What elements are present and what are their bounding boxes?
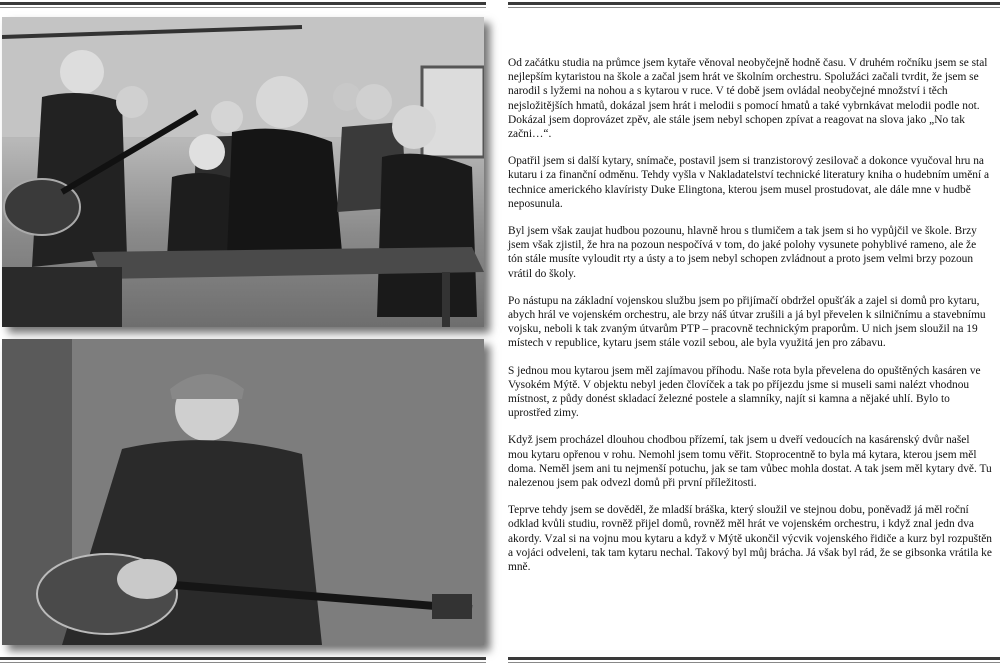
band-photo-illustration: [2, 17, 484, 327]
top-rule-right: [508, 2, 1000, 5]
article-paragraph: Byl jsem však zaujat hudbou pozounu, hlavně hrou s tlumičem a tak jsem si ho vypůjčil ve škole. Brzy jsem však zjistil, že hra na pozoun nespočívá v tom, do jaké polohy vysunete pohyblivé rameno, ale že tón stále musíte vyloudit rty a ústy a to jsem nebyl schopen zvládnout a proto jsem velmi brzy pozoun vrátil do školy.: [508, 225, 977, 280]
article-paragraph: S jednou mou kytarou jsem měl zajímavou příhodu. Naše rota byla převelena do opuštěných kasáren ve Vysokém Mýtě. V objektu nebyl jeden človíček a tak po příjezdu jsme si museli sami nalézt vhodnou místnost, z půdy donést skladací železné postele a slamníky, najít si kamna a nějaké uhlí. Bylo to uprostřed zimy.: [508, 364, 981, 420]
article-paragraph: Opatřil jsem si další kytary, snímače, postavil jsem si tranzistorový zesilovač a dokonce vyučoval hru na kutaru i za finanční odměnu. Tehdy vyšla v Nakladatelství technické literatury kniha o hudebním umění a technice amerického klavíristy Duke Elingtona, kterou jsem musel prostudovat, ale dále mne v hudbě neposunula.: [508, 155, 990, 210]
article-text: [508, 56, 992, 587]
top-rule-left: [0, 2, 486, 5]
article-paragraph: Když jsem procházel dlouhou chodbou přízemí, tak jsem u dveří vedoucích na kasárenský dvůr našel mou kytaru opřenou v rohu. Nemohl jsem tomu věřit. Stoprocentně to byla má kytara, kterou jsem měl doma. Neměl jsem ani tu nejmenší potuchu, jak se tam vůbec mohla dostat. A tak jsem měl kytary dvě. Tu nalezenou jsem pak odvezl domů při první příležitosti.: [508, 434, 992, 490]
article-paragraph: Teprve tehdy jsem se dověděl, že mladší bráška, který sloužil ve stejnou dobu, poněvadž já měl roční odklad kvůli studiu, rovněž přijel domů, rovněž měl hrát ve vojenském orchestru, i když znal jedn dva akordy. Vzal si na vojnu mou kytaru a když v Mýtě ukončil výcvik vojenského řidiče a kurz byl rozpuštěn a vojáci odveleni, tak tam kytaru nechal. Takový byl můj brácha. Já však byl rád, že se gibsonka vrátila ke mně.: [508, 504, 992, 574]
bottom-rule-right: [508, 657, 1000, 660]
article-paragraph: Od začátku studia na průmce jsem kytaře věnoval neobyčejně hodně času. V druhém ročníku jsem se stal nejlepším kytaristou na škole a začal jsem hrát ve školním orchestru. Spolužáci začali tvrdit, že jsem se narodil s lyžemi na nohou a s kytarou v ruce. V té době jsem ovládal neobyčejné množství i těch nejsložitějších hmatů, dokázal jsem hrát i melodii s pomocí hmatů a také vybrnkávat melodii podle not. Dokázal jsem doprovázet zpěv, ale stále jsem nebyl schopen zpívat a reagovat na slova jako „No tak začni…“.: [508, 57, 988, 141]
guitarist-photo-illustration: [2, 339, 484, 645]
guitarist-photo: [2, 339, 484, 645]
bottom-rule-left: [0, 657, 486, 660]
article-paragraph: Po nástupu na základní vojenskou službu jsem po přijímačí obdržel opušťák a zajel si domů pro kytaru, abych hrál ve vojenském orchestru, ale brzy náš útvar zrušili a já byl převelen k silničnímu a stavebnímu vojsku, neboli k tak zvaným útvarům PTP – pracovně technickým praporům. U nich jsem sloužil na 19 místech v republice, kytaru jsem stále vozil sebou, ale byla využitá jen pro zábavu.: [508, 294, 986, 350]
band-photo: [2, 17, 484, 327]
